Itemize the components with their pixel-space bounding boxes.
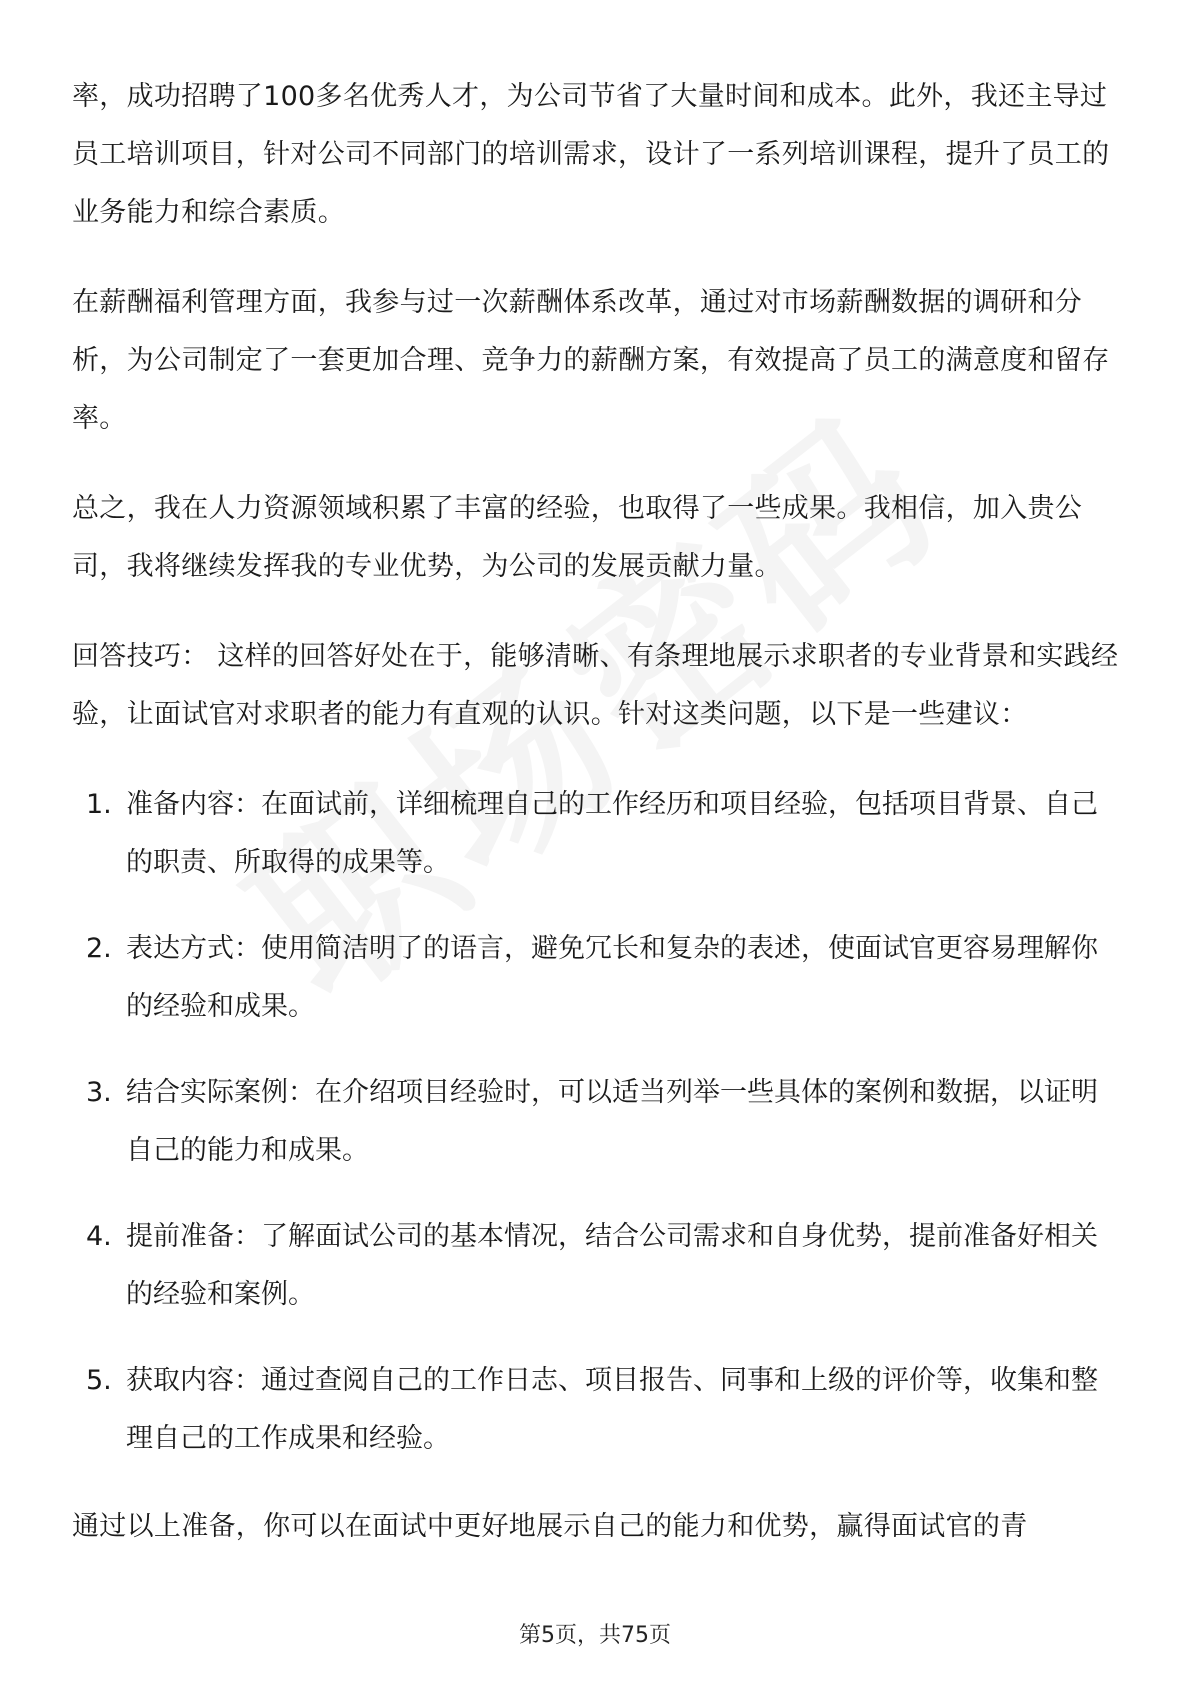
list-number: 4. (86, 1221, 112, 1252)
page-content (72, 68, 1122, 1588)
list-number: 5. (86, 1365, 112, 1396)
page-number-footer: 第5页，共75页 (519, 1623, 671, 1648)
list-number: 1. (86, 789, 112, 820)
paragraph-recruiting: 率，成功招聘了100多名优秀人才，为公司节省了大量时间和成本。此外，我还主导过员工培训项目，针对公司不同部门的培训需求，设计了一系列培训课程，提升了员工的业务能力和综合素质。 (72, 81, 1110, 228)
list-text: 提前准备：了解面试公司的基本情况，结合公司需求和自身优势，提前准备好相关的经验和案例。 (126, 1221, 1098, 1310)
list-text: 结合实际案例：在介绍项目经验时，可以适当列举一些具体的案例和数据，以证明自己的能力和成果。 (126, 1077, 1098, 1166)
paragraph-answer-tips: 回答技巧： 这样的回答好处在于，能够清晰、有条理地展示求职者的专业背景和实践经验，让面试官对求职者的能力有直观的认识。针对这类问题，以下是一些建议： (72, 641, 1119, 730)
list-item (72, 1208, 1122, 1324)
list-item (72, 1352, 1122, 1468)
list-text: 准备内容：在面试前，详细梳理自己的工作经历和项目经验，包括项目背景、自己的职责、所取得的成果等。 (126, 789, 1098, 878)
list-number: 3. (86, 1077, 112, 1108)
paragraph-summary: 总之，我在人力资源领域积累了丰富的经验，也取得了一些成果。我相信，加入贵公司，我将继续发挥我的专业优势，为公司的发展贡献力量。 (72, 493, 1083, 582)
list-item (72, 920, 1122, 1036)
list-item (72, 1064, 1122, 1180)
list-number: 2. (86, 933, 112, 964)
tips-list (72, 776, 1122, 1468)
list-text: 表达方式：使用简洁明了的语言，避免冗长和复杂的表述，使面试官更容易理解你的经验和成果。 (126, 933, 1098, 1022)
list-item (72, 776, 1122, 892)
paragraph-compensation: 在薪酬福利管理方面，我参与过一次薪酬体系改革，通过对市场薪酬数据的调研和分析，为公司制定了一套更加合理、竞争力的薪酬方案，有效提高了员工的满意度和留存率。 (72, 287, 1110, 434)
list-text: 获取内容：通过查阅自己的工作日志、项目报告、同事和上级的评价等，收集和整理自己的工作成果和经验。 (126, 1365, 1098, 1454)
paragraph-closing: 通过以上准备，你可以在面试中更好地展示自己的能力和优势，赢得面试官的青 (72, 1511, 1028, 1542)
